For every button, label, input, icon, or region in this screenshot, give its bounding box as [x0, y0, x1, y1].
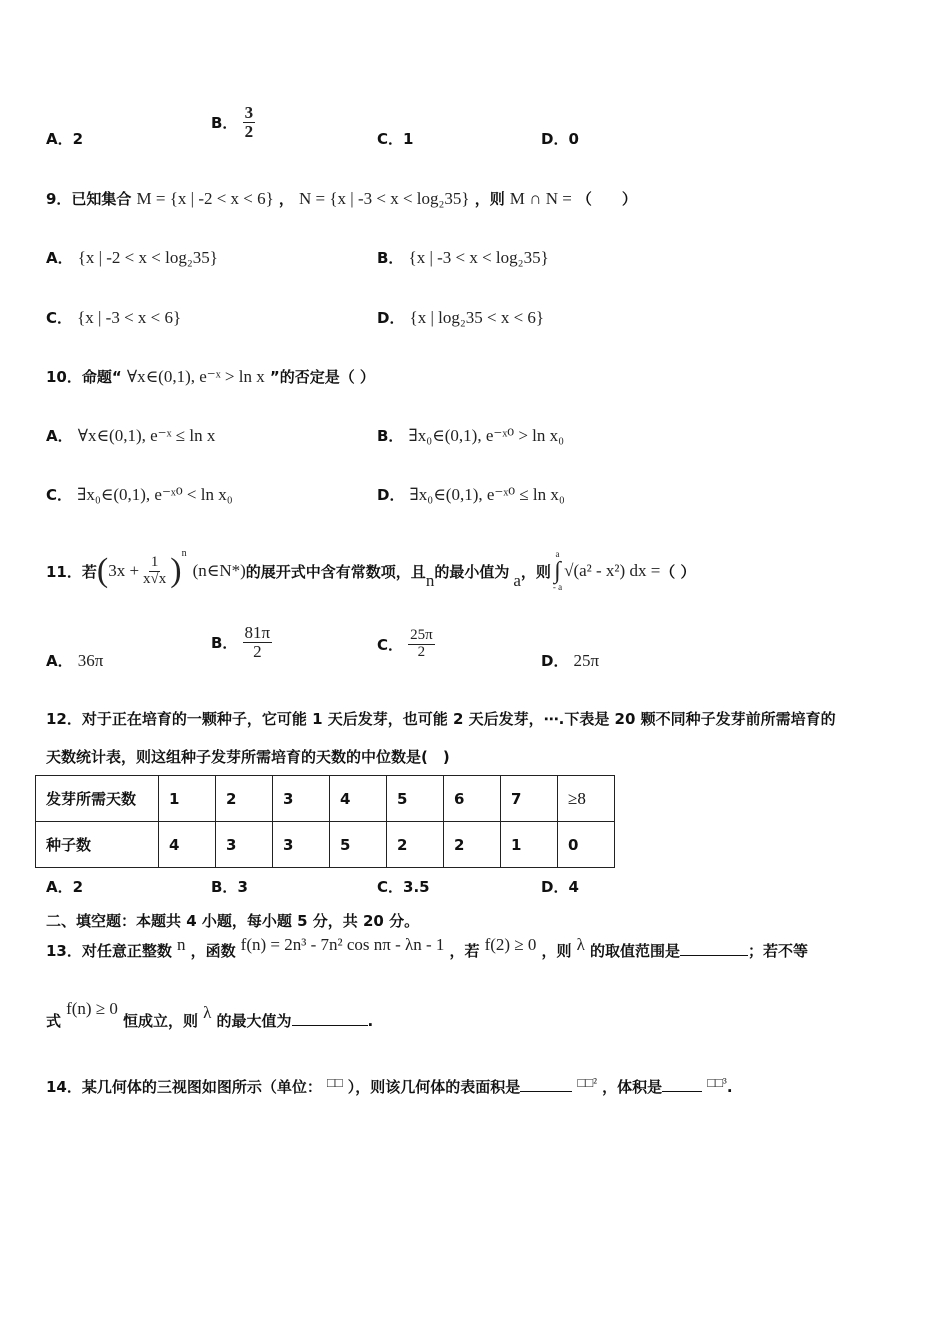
q9-option-d: D． {x | log₂35 < x < 6} [377, 308, 545, 327]
q10-option-a: A． ∀x∈(0,1), e⁻ˣ ≤ ln x [46, 426, 216, 445]
q11-option-c-fraction: $\frac{25\pi}{2}$ [410, 627, 433, 660]
q10-option-c: C． ∃x₀∈(0,1), e⁻ˣ⁰ < ln x₀ [46, 485, 233, 504]
table-cell: ≥8 [558, 776, 615, 822]
q8-option-b: B． $\frac{3}{2}$ [211, 103, 254, 141]
q9-option-a: A． {x | -2 < x < log₂35} [46, 248, 218, 267]
table-cell: 7 [501, 776, 558, 822]
answer-blank[interactable] [520, 1091, 572, 1092]
q12-option-b: B．3 [211, 878, 248, 896]
table-cell: 4 [330, 776, 387, 822]
integral-sign: ∫ [554, 558, 561, 584]
q8-option-c: C．1 [377, 130, 414, 148]
q8-option-d: D．0 [541, 130, 579, 148]
table-header-cell: 种子数 [36, 822, 159, 868]
q12-option-c: C．3.5 [377, 878, 430, 896]
answer-blank[interactable] [680, 955, 748, 956]
q12-stem-line2: 天数统计表，则这组种子发芽所需培育的天数的中位数是( ) [46, 748, 450, 766]
q11-option-b: B． $\frac{81\pi}{2}$ [211, 623, 271, 661]
section-heading: 二、填空题：本题共 4 小题，每小题 5 分，共 20 分。 [46, 912, 420, 930]
q8-option-b-fraction: $\frac{3}{2}$ [244, 103, 254, 141]
q12-option-d: D．4 [541, 878, 579, 896]
table-row [36, 776, 615, 822]
table-cell: 3 [273, 776, 330, 822]
q11-option-b-fraction: $\frac{81\pi}{2}$ [244, 623, 271, 661]
table-cell: 2 [444, 822, 501, 868]
q13-line2: 式 f(n) ≥ 0 恒成立，则 λ 的最大值为 . [46, 999, 374, 1030]
q9-option-c: C． {x | -3 < x < 6} [46, 308, 182, 327]
table-cell: 3 [273, 822, 330, 868]
q10-stem: 10．命题“ ∀x∈(0,1), e⁻ˣ > ln x ”的否定是（ ） [46, 367, 375, 386]
q14-stem: 14．某几何体的三视图如图所示（单位： □□ ），则该几何体的表面积是 $^{□□^2}$ ，体积是 $^{□□^3}$. [46, 1075, 733, 1096]
table-cell: 1 [501, 822, 558, 868]
q10-option-d: D． ∃x₀∈(0,1), e⁻ˣ⁰ ≤ ln x₀ [377, 485, 565, 504]
table-header-cell: 发芽所需天数 [36, 776, 159, 822]
left-paren: ( [96, 552, 109, 589]
table-row [36, 822, 615, 868]
table-cell: 1 [159, 776, 216, 822]
q12-option-a: A．2 [46, 878, 84, 896]
q9-option-b: B． {x | -3 < x < log₂35} [377, 248, 549, 267]
q9-stem: 9．已知集合 M = {x | -2 < x < 6} ， N = {x | -3 < x < log₂35} ，则 M ∩ N = （ ） [46, 189, 637, 208]
q11-option-c: C． $\frac{25\pi}{2}$ [377, 627, 433, 660]
q12-table [35, 775, 615, 868]
q10-option-b: B． ∃x₀∈(0,1), e⁻ˣ⁰ > ln x₀ [377, 426, 565, 445]
q8-option-a: A．2 [46, 130, 84, 148]
q13-line1: 13．对任意正整数 n ，函数 f(n) = 2n³ - 7n² cos nπ - λn - 1 ，若 f(2) ≥ 0 ，则 λ 的取值范围是 ；若不等 [46, 935, 809, 960]
table-cell: 4 [159, 822, 216, 868]
table-cell: 5 [330, 822, 387, 868]
q11-fraction: $\frac{1}{x√x}$ [143, 553, 167, 587]
q11-stem: 11．若 ( 3x + $\frac{1}{x√x}$ ) $^n$ (n∈N*) 的展开式中含有常数项，且 n 的最小值为 a ，则 a ∫ - a √(a² - x²) dx = （ ） [46, 548, 696, 592]
q11-integral: a ∫ - a [552, 549, 563, 592]
q12-stem-line1: 12．对于正在培育的一颗种子，它可能 1 天后发芽，也可能 2 天后发芽，⋯.下表是 20 颗不同种子发芽前所需培育的 [46, 710, 836, 728]
answer-blank[interactable] [662, 1091, 702, 1092]
table-cell: 3 [216, 822, 273, 868]
right-paren: ) [170, 552, 182, 589]
table-cell: 2 [216, 776, 273, 822]
q11-option-d: D． 25π [541, 651, 600, 670]
table-cell: 0 [558, 822, 615, 868]
table-cell: 2 [387, 822, 444, 868]
table-cell: 5 [387, 776, 444, 822]
table-cell: 6 [444, 776, 501, 822]
q11-option-a: A． 36π [46, 651, 104, 670]
answer-blank[interactable] [292, 1025, 368, 1026]
